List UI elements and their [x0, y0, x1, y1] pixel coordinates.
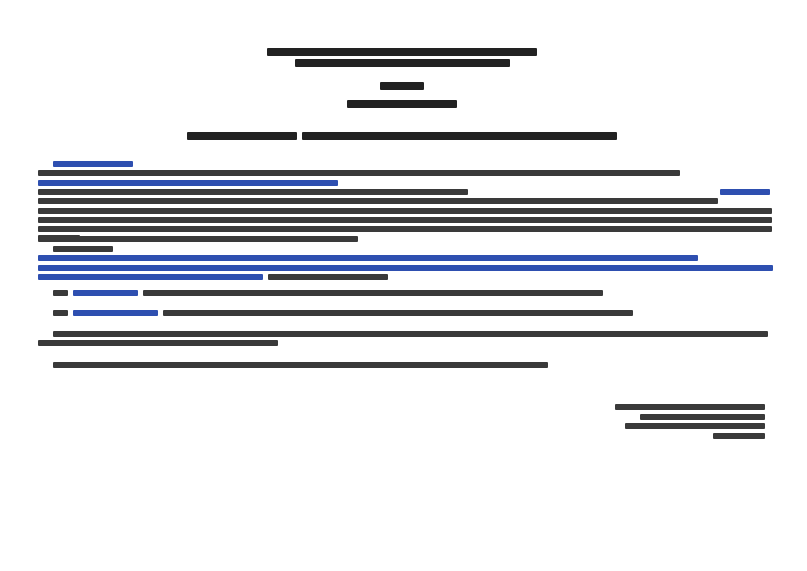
- subject-prefix-glyphs: [187, 132, 297, 140]
- subitem-1-glyphs-end: [143, 290, 603, 296]
- item-1-link-2-glyphs[interactable]: [38, 265, 773, 271]
- item-3: [38, 361, 773, 370]
- subitem-2-glyphs-start: [53, 310, 68, 316]
- order-subject-heading: [0, 130, 807, 140]
- item-2: [38, 330, 773, 349]
- legal-basis-glyphs-line-6: [38, 226, 772, 232]
- item-1-glyphs-start: [53, 246, 113, 252]
- subitem-1-glyphs-start: [53, 290, 68, 296]
- subitem-2: [53, 309, 773, 318]
- subitem-1: [53, 289, 773, 298]
- signature-line-2-glyphs: [640, 414, 765, 420]
- order-type-heading: [0, 80, 807, 90]
- legal-basis-glyphs-line-3: [38, 198, 718, 204]
- legal-basis-glyphs-line-2: [38, 189, 468, 195]
- subitem-1-link-glyphs[interactable]: [73, 290, 138, 296]
- ministry-glyphs: [267, 48, 537, 56]
- signatory-name: [560, 432, 768, 442]
- signature-line-3: [560, 422, 768, 432]
- decree-glyphs: [38, 235, 80, 241]
- order-date-glyphs: [347, 100, 457, 108]
- agency-glyphs: [295, 59, 510, 67]
- legal-basis-link-glyphs[interactable]: [38, 180, 338, 186]
- item-1-link-1-glyphs[interactable]: [38, 255, 698, 261]
- item-3-glyphs: [53, 362, 548, 368]
- legal-basis-glyphs-line-4: [38, 208, 772, 214]
- paragraph-legal-basis: [38, 160, 773, 244]
- decree-word: [38, 234, 238, 243]
- subitem-2-link-glyphs[interactable]: [73, 310, 158, 316]
- signature-line-1: [560, 403, 768, 413]
- item-1: [38, 245, 773, 282]
- legal-basis-link-glyphs[interactable]: [53, 161, 133, 167]
- item-1-link-3-glyphs[interactable]: [38, 274, 263, 280]
- signature-block: [560, 403, 768, 441]
- signatory-name-glyphs: [713, 433, 765, 439]
- item-2-glyphs-line-1: [53, 331, 768, 337]
- order-type-glyphs: [380, 82, 424, 90]
- signature-line-1-glyphs: [615, 404, 765, 410]
- signature-line-3-glyphs: [625, 423, 765, 429]
- subitem-2-glyphs-end: [163, 310, 633, 316]
- item-1-glyphs-end: [268, 274, 388, 280]
- legal-basis-link-glyphs[interactable]: [720, 189, 770, 195]
- agency-heading: [0, 57, 807, 67]
- item-2-glyphs-line-2: [38, 340, 278, 346]
- legal-basis-glyphs-line-1: [38, 170, 680, 176]
- ministry-heading: [0, 46, 807, 56]
- legal-basis-glyphs-line-5: [38, 217, 772, 223]
- subject-link-glyphs[interactable]: [302, 132, 617, 140]
- signature-line-2: [560, 413, 768, 423]
- order-date-heading: [0, 98, 807, 108]
